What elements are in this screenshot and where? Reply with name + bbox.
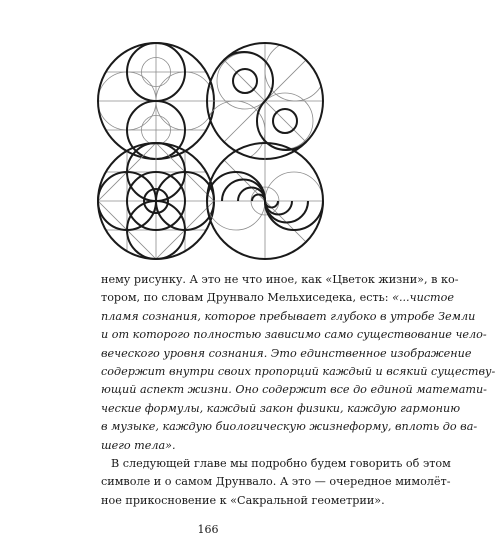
text-line: тором, по словам Друнвало Мельхиседека, есть: «...чистое	[101, 291, 455, 305]
text-line: ное прикосновение к «Сакральной геометрии».	[101, 493, 385, 507]
text-line: в музыке, каждую биологическую жизнеформу, вплоть до ва-	[101, 420, 478, 434]
figure-eight-construction	[98, 43, 214, 159]
text-line: нему рисунку. А это не что иное, как «Цветок жизни», в ко-	[101, 273, 459, 286]
spiral-yin-yang-figure	[207, 143, 323, 259]
paragraph-flower-of-life	[101, 271, 495, 455]
paragraph-next-chapter	[101, 455, 451, 510]
text-line: ческие формулы, каждый закон физики, каждую гармонию	[101, 401, 461, 415]
text-line: ющий аспект жизни. Оно содержит все до единой математи-	[101, 383, 487, 397]
text-line: содержит внутри своих пропорций каждый и всякий существу-	[101, 364, 495, 378]
text-line: В следующей главе мы подробно будем говорить об этом	[111, 456, 451, 470]
text-line: пламя сознания, которое пребывает глубоко в утробе Земли	[101, 309, 476, 323]
flower-of-life-figure	[98, 143, 214, 259]
text-line: шего тела».	[101, 438, 176, 452]
text-line: и от которого полностью зависимо само существование чело-	[101, 328, 487, 342]
sacred-geometry-figures	[0, 0, 416, 270]
text-line: веческого уровня сознания. Это единственное изображение	[101, 346, 472, 360]
text-line: символе и о самом Друнвало. А это — очередное мимолёт-	[101, 475, 451, 489]
body-text	[101, 271, 495, 510]
page-number: 166	[197, 523, 219, 536]
